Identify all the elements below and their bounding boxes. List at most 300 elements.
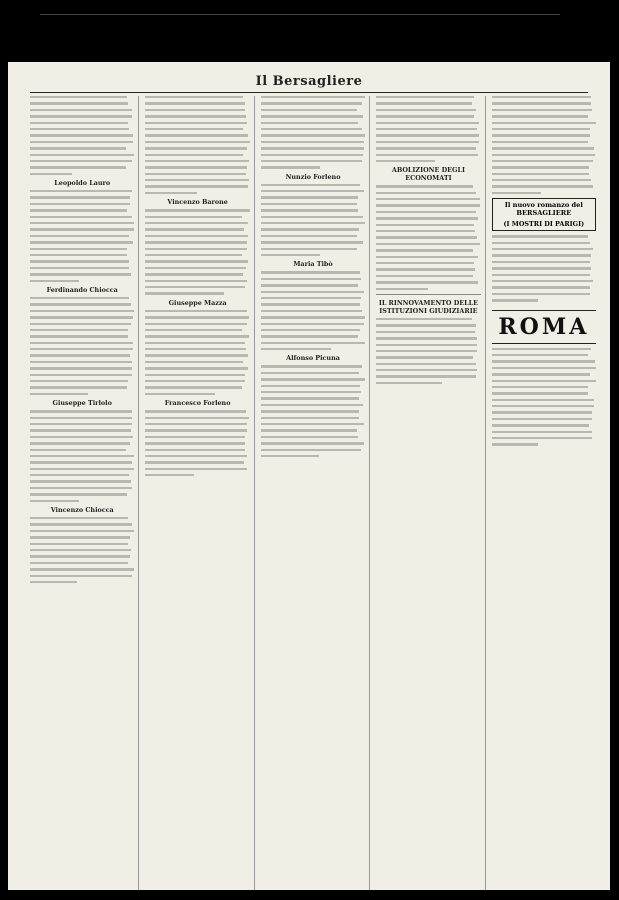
print-line: [261, 122, 358, 124]
print-line: [30, 517, 128, 519]
print-line: [376, 141, 479, 143]
print-line: [261, 235, 357, 237]
print-line: [261, 323, 364, 325]
print-line: [376, 243, 480, 245]
print-line: [261, 449, 362, 451]
print-line: [30, 386, 127, 388]
print-line: [30, 228, 134, 230]
print-line: [492, 293, 591, 295]
serial-novel-subtitle: (I MOSTRI DI PARIGI): [503, 220, 585, 229]
print-line: [145, 122, 247, 124]
body-text: [145, 410, 249, 476]
print-line: [30, 160, 132, 162]
print-line: [376, 249, 473, 251]
print-line: [261, 160, 362, 162]
print-line: [145, 280, 246, 282]
print-line: [30, 260, 129, 262]
print-line: [145, 436, 244, 438]
print-line: [376, 224, 474, 226]
print-line: [492, 235, 588, 237]
print-line: [145, 361, 242, 363]
print-line: [261, 348, 332, 350]
print-line: [492, 399, 595, 401]
section-heading: Francesco Forleno: [164, 399, 231, 408]
print-line: [492, 380, 596, 382]
print-line: [30, 173, 72, 175]
print-line: [492, 141, 589, 143]
print-line: [145, 222, 247, 224]
print-line: [376, 185, 473, 187]
print-line: [30, 141, 133, 143]
print-line: [145, 235, 248, 237]
print-line: [30, 581, 77, 583]
print-line: [261, 190, 364, 192]
body-text: [492, 348, 596, 446]
print-line: [30, 323, 131, 325]
print-line: [30, 329, 128, 331]
body-text: [492, 96, 596, 194]
print-line: [145, 273, 243, 275]
print-line: [261, 196, 358, 198]
print-line: [376, 160, 434, 162]
print-line: [492, 367, 596, 369]
print-line: [492, 411, 592, 413]
print-line: [376, 382, 442, 384]
print-line: [261, 385, 360, 387]
print-line: [30, 468, 134, 470]
print-line: [30, 303, 131, 305]
print-line: [261, 365, 362, 367]
print-line: [145, 380, 244, 382]
print-line: [261, 209, 358, 211]
print-line: [492, 254, 592, 256]
print-line: [145, 160, 249, 162]
print-line: [145, 96, 243, 98]
print-line: [30, 549, 131, 551]
print-line: [145, 102, 245, 104]
masthead: [30, 70, 588, 93]
body-text: [492, 235, 596, 301]
print-line: [261, 254, 320, 256]
print-line: [30, 273, 131, 275]
body-text: [376, 96, 480, 162]
body-text: [145, 96, 249, 194]
section-heading: Giuseppe Tirlolo: [52, 399, 112, 408]
print-line: [376, 356, 473, 358]
body-text: [261, 96, 365, 169]
print-line: [30, 449, 126, 451]
print-line: [145, 461, 243, 463]
print-line: [145, 335, 248, 337]
print-line: [261, 436, 358, 438]
print-line: [261, 291, 364, 293]
print-line: [145, 154, 243, 156]
print-line: [261, 378, 365, 380]
previous-page-edge: [40, 4, 560, 15]
print-line: [145, 342, 244, 344]
print-line: [30, 235, 129, 237]
print-line: [261, 329, 360, 331]
print-line: [145, 134, 248, 136]
print-line: [30, 222, 134, 224]
print-line: [492, 299, 539, 301]
print-line: [30, 147, 126, 149]
print-line: [30, 562, 128, 564]
print-line: [145, 228, 243, 230]
print-line: [492, 354, 588, 356]
print-line: [30, 417, 132, 419]
print-line: [30, 523, 132, 525]
print-line: [145, 455, 247, 457]
print-line: [376, 147, 476, 149]
section-heading: Ferdinando Chiocca: [46, 285, 118, 294]
print-line: [145, 442, 245, 444]
print-line: [492, 115, 588, 117]
print-line: [30, 115, 132, 117]
newspaper-page: [8, 62, 610, 900]
print-line: [145, 417, 248, 419]
print-line: [30, 342, 133, 344]
print-line: [30, 280, 79, 282]
print-line: [492, 166, 590, 168]
print-line: [30, 480, 131, 482]
print-line: [30, 196, 130, 198]
print-line: [492, 418, 592, 420]
print-line: [492, 154, 596, 156]
print-line: [261, 417, 359, 419]
print-line: [30, 530, 134, 532]
print-line: [492, 392, 589, 394]
print-line: [30, 500, 79, 502]
print-line: [261, 284, 359, 286]
print-line: [492, 134, 591, 136]
column-3: [261, 96, 370, 890]
print-line: [30, 461, 132, 463]
print-line: [492, 443, 538, 445]
print-line: [145, 260, 247, 262]
print-line: [30, 254, 127, 256]
print-line: [492, 147, 594, 149]
print-line: [376, 369, 477, 371]
print-line: [376, 324, 476, 326]
print-line: [492, 360, 595, 362]
print-line: [376, 115, 474, 117]
print-line: [492, 185, 593, 187]
print-line: [261, 154, 363, 156]
print-line: [492, 431, 592, 433]
print-line: [376, 363, 475, 365]
print-line: [492, 102, 591, 104]
print-line: [30, 555, 130, 557]
print-line: [145, 423, 247, 425]
print-line: [30, 348, 133, 350]
print-line: [145, 173, 245, 175]
print-line: [376, 344, 477, 346]
print-line: [261, 423, 364, 425]
print-line: [261, 96, 365, 98]
print-line: [30, 575, 132, 577]
body-text: [30, 410, 134, 502]
print-line: [145, 166, 247, 168]
print-line: [492, 437, 593, 439]
print-line: [145, 286, 244, 288]
body-text: [145, 310, 249, 395]
print-line: [30, 203, 130, 205]
body-text: [261, 184, 365, 257]
print-line: [30, 361, 132, 363]
print-line: [376, 102, 472, 104]
text-columns: [30, 96, 600, 890]
section-heading: Maria Tibò: [293, 260, 333, 269]
print-line: [492, 242, 590, 244]
print-line: [145, 323, 247, 325]
print-line: [30, 134, 133, 136]
print-line: [145, 393, 214, 395]
print-line: [261, 297, 362, 299]
column-5: [492, 96, 600, 890]
print-line: [145, 248, 247, 250]
print-line: [261, 397, 359, 399]
print-line: [145, 367, 248, 369]
print-line: [492, 122, 596, 124]
print-line: [261, 429, 357, 431]
print-line: [261, 228, 359, 230]
print-line: [261, 141, 364, 143]
print-line: [261, 128, 363, 130]
print-line: [30, 335, 128, 337]
print-line: [376, 109, 475, 111]
print-line: [145, 468, 247, 470]
print-line: [376, 217, 478, 219]
print-line: [145, 147, 246, 149]
print-line: [261, 203, 357, 205]
print-line: [376, 256, 478, 258]
divider: [376, 294, 480, 295]
print-line: [145, 474, 193, 476]
print-line: [376, 318, 472, 320]
print-line: [376, 331, 475, 333]
print-line: [376, 204, 480, 206]
body-text: [145, 209, 249, 294]
print-line: [145, 329, 242, 331]
body-text: [376, 185, 480, 290]
print-line: [145, 254, 242, 256]
body-text: [30, 297, 134, 395]
column-4: [376, 96, 485, 890]
print-line: [145, 141, 249, 143]
print-line: [492, 179, 591, 181]
print-line: [492, 386, 588, 388]
print-line: [376, 122, 479, 124]
print-line: [261, 241, 363, 243]
print-line: [30, 429, 131, 431]
print-line: [30, 536, 130, 538]
print-line: [30, 267, 129, 269]
section-heading: Vincenzo Chiocca: [50, 506, 114, 515]
print-line: [145, 209, 249, 211]
print-line: [261, 271, 361, 273]
print-line: [30, 310, 134, 312]
section-heading: Vincenzo Barone: [167, 198, 228, 207]
column-2: [145, 96, 254, 890]
print-line: [30, 102, 128, 104]
print-line: [145, 449, 245, 451]
print-line: [261, 404, 364, 406]
print-line: [261, 184, 360, 186]
print-line: [30, 297, 129, 299]
scan-top-border: [0, 0, 619, 62]
print-line: [30, 248, 127, 250]
print-line: [30, 109, 132, 111]
print-line: [376, 350, 476, 352]
print-line: [492, 261, 590, 263]
body-text: [30, 190, 134, 282]
print-line: [492, 373, 590, 375]
print-line: [261, 147, 365, 149]
print-line: [30, 128, 129, 130]
print-line: [376, 337, 477, 339]
print-line: [492, 280, 594, 282]
print-line: [492, 128, 590, 130]
print-line: [30, 487, 132, 489]
print-line: [492, 96, 592, 98]
print-line: [492, 405, 595, 407]
print-line: [30, 190, 132, 192]
print-line: [261, 335, 358, 337]
print-line: [145, 216, 241, 218]
print-line: [30, 493, 127, 495]
print-line: [145, 292, 224, 294]
print-line: [30, 354, 130, 356]
print-line: [30, 367, 132, 369]
body-text: [30, 517, 134, 583]
body-text: [376, 318, 480, 384]
print-line: [376, 128, 477, 130]
print-line: [376, 230, 475, 232]
body-text: [261, 365, 365, 457]
print-line: [261, 109, 357, 111]
print-line: [261, 166, 320, 168]
print-line: [492, 109, 592, 111]
print-line: [145, 316, 248, 318]
print-line: [492, 424, 589, 426]
scan-bottom-border: [0, 890, 619, 900]
print-line: [30, 122, 128, 124]
print-line: [145, 109, 245, 111]
print-line: [145, 185, 248, 187]
print-line: [145, 192, 196, 194]
section-heading: Leopoldo Lauro: [54, 179, 111, 188]
print-line: [30, 154, 134, 156]
print-line: [376, 236, 476, 238]
print-line: [145, 179, 249, 181]
column-1: [30, 96, 139, 890]
print-line: [145, 128, 242, 130]
print-line: [30, 96, 127, 98]
print-line: [492, 267, 592, 269]
print-line: [261, 134, 365, 136]
print-line: [492, 248, 593, 250]
section-heading: ABOLIZIONE DEGLI ECONOMATI: [391, 166, 465, 183]
print-line: [261, 222, 365, 224]
print-line: [376, 268, 475, 270]
print-line: [30, 380, 128, 382]
print-line: [30, 241, 133, 243]
print-line: [376, 281, 477, 283]
print-line: [261, 316, 365, 318]
print-line: [30, 455, 134, 457]
print-line: [30, 568, 134, 570]
serial-novel-title: Il nuovo romanzo del BERSAGLIERE: [504, 201, 583, 218]
print-line: [145, 410, 246, 412]
print-line: [261, 248, 357, 250]
section-heading: Alfonso Picuna: [286, 354, 340, 363]
print-line: [492, 348, 591, 350]
print-line: [30, 393, 88, 395]
print-line: [261, 115, 363, 117]
print-line: [261, 442, 365, 444]
print-line: [145, 348, 245, 350]
print-line: [145, 241, 246, 243]
section-title-roma: ROMA: [492, 310, 596, 344]
print-line: [376, 288, 428, 290]
print-line: [30, 474, 129, 476]
print-line: [30, 436, 133, 438]
print-line: [492, 160, 593, 162]
print-line: [30, 209, 127, 211]
print-line: [145, 354, 248, 356]
print-line: [376, 154, 478, 156]
print-line: [261, 391, 361, 393]
print-line: [30, 374, 132, 376]
print-line: [376, 198, 480, 200]
print-line: [261, 310, 363, 312]
section-heading: IL RINNOVAMENTO DELLE ISTITUZIONI GIUDIZIARIE: [378, 298, 478, 315]
masthead-title: Il Bersagliere: [255, 73, 363, 89]
print-line: [145, 386, 242, 388]
print-line: [261, 278, 362, 280]
serial-novel-box: [492, 198, 596, 231]
print-line: [376, 375, 475, 377]
print-line: [145, 374, 244, 376]
print-line: [261, 303, 360, 305]
print-line: [376, 275, 472, 277]
print-line: [30, 442, 130, 444]
print-line: [376, 96, 474, 98]
print-line: [261, 410, 359, 412]
section-heading: Nunzio Forleno: [285, 172, 341, 181]
print-line: [30, 410, 132, 412]
print-line: [145, 267, 245, 269]
print-line: [261, 372, 359, 374]
print-line: [376, 134, 479, 136]
body-text: [261, 271, 365, 350]
print-line: [30, 166, 126, 168]
section-heading: Giuseppe Mazza: [168, 298, 227, 307]
print-line: [30, 423, 132, 425]
print-line: [145, 429, 246, 431]
print-line: [261, 455, 319, 457]
print-line: [492, 286, 591, 288]
print-line: [261, 342, 365, 344]
print-line: [30, 216, 132, 218]
print-line: [30, 543, 128, 545]
print-line: [492, 173, 589, 175]
print-line: [261, 216, 364, 218]
print-line: [261, 102, 362, 104]
print-line: [376, 192, 476, 194]
print-line: [145, 310, 247, 312]
